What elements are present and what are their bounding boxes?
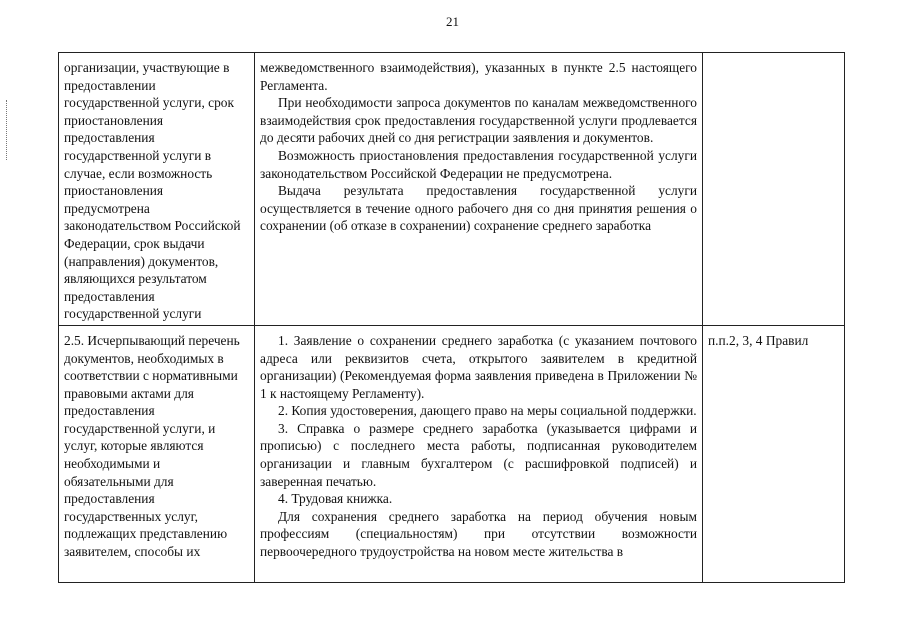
table-row — [59, 53, 845, 326]
row-2-paragraph-5: Для сохранения среднего заработка на период обучения новым профессиям (специальностям) при отсутствии возможности первоочередного трудоустройства на новом месте жительства в — [260, 508, 697, 560]
row-2-paragraph-4: 4. Трудовая книжка. — [278, 491, 393, 507]
row-1-paragraph-3: Возможность приостановления предоставления государственной услуги законодательством Российской Федерации не предусмотрена. — [260, 147, 697, 181]
row-2-reference-cell: п.п.2, 3, 4 Правил — [703, 325, 845, 582]
regulation-table — [58, 52, 845, 583]
row-1-body-cell — [255, 53, 703, 326]
row-1-paragraph-2: При необходимости запроса документов по каналам межведомственного взаимодействия срок предоставления государственной услуги продлевается до десяти рабочих дней со дня регистрации заявления и документов. — [260, 95, 697, 146]
row-2-paragraph-3: 3. Справка о размере среднего заработка (указывается цифрами и прописью) с последнего места работы, подписанная руководителем организации и главным бухгалтером (с расшифровкой подписей) и заверенная печатью. — [260, 420, 697, 489]
page-number: 21 — [446, 14, 459, 29]
margin-mark — [6, 100, 11, 160]
table-row — [59, 325, 845, 582]
row-1-reference-cell — [703, 53, 845, 326]
row-2-paragraph-1: 1. Заявление о сохранении среднего заработка (с указанием почтового адреса или реквизитов счета, открытого заявителем в кредитной организации) (Рекомендуемая форма заявления приведена в Приложении № 1 к настоящему Регламенту). — [260, 332, 697, 401]
row-1-paragraph-1: межведомственного взаимодействия), указанных в пункте 2.5 настоящего Регламента. — [260, 60, 697, 93]
row-1-left-cell: организации, участвующие в предоставлении государственной услуги, срок приостановления предоставления государственной услуги в случае, если возможность приостановления предусмотрена законодательством Российской Федерации, срок выдачи (направления) документов, являющихся результатом предоставления государственной услуги — [59, 53, 255, 326]
row-2-paragraph-2: 2. Копия удостоверения, дающего право на меры социальной поддержки. — [278, 403, 697, 419]
row-1-paragraph-4: Выдача результата предоставления государственной услуги осуществляется в течение одного рабочего дня со дня принятия решения о сохранении (об отказе в сохранении) сохранение среднего заработка — [260, 183, 697, 234]
row-2-body-cell — [255, 325, 703, 582]
row-2-left-cell: 2.5. Исчерпывающий перечень документов, необходимых в соответствии с нормативными правовыми актами для предоставления государственной услуги, и услуг, которые являются необходимыми и обязательными для предоставления государственных услуг, подлежащих представлению заявителем, способы их — [59, 325, 255, 582]
